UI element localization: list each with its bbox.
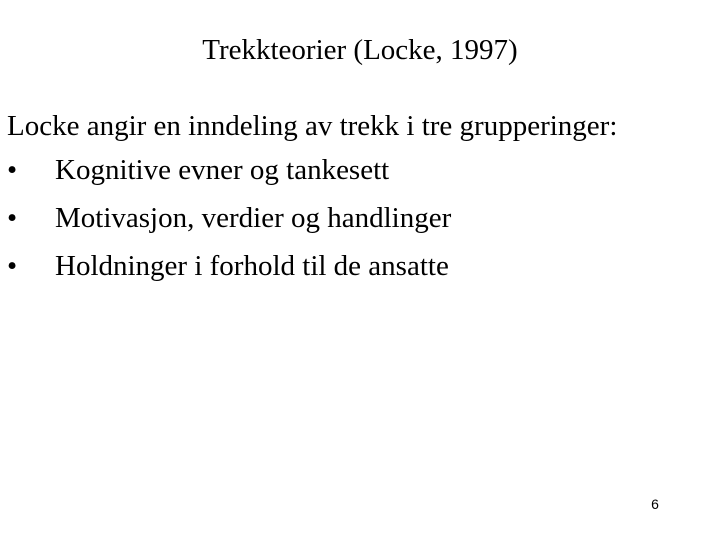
bullet-icon: •: [7, 250, 18, 282]
bullet-item: [7, 248, 451, 296]
bullet-item: [7, 152, 451, 200]
bullet-icon: •: [7, 154, 18, 186]
page-number: 6: [651, 496, 659, 512]
bullet-icon: •: [7, 202, 18, 234]
bullet-list: [7, 152, 451, 296]
bullet-text: Kognitive evner og tankesett: [55, 154, 390, 186]
bullet-text: Motivasjon, verdier og handlinger: [55, 202, 452, 234]
intro-text: Locke angir en inndeling av trekk i tre grupperinger:: [7, 110, 618, 142]
bullet-item: [7, 200, 451, 248]
slide-title: Trekkteorier (Locke, 1997): [202, 34, 518, 66]
bullet-text: Holdninger i forhold til de ansatte: [55, 250, 449, 282]
